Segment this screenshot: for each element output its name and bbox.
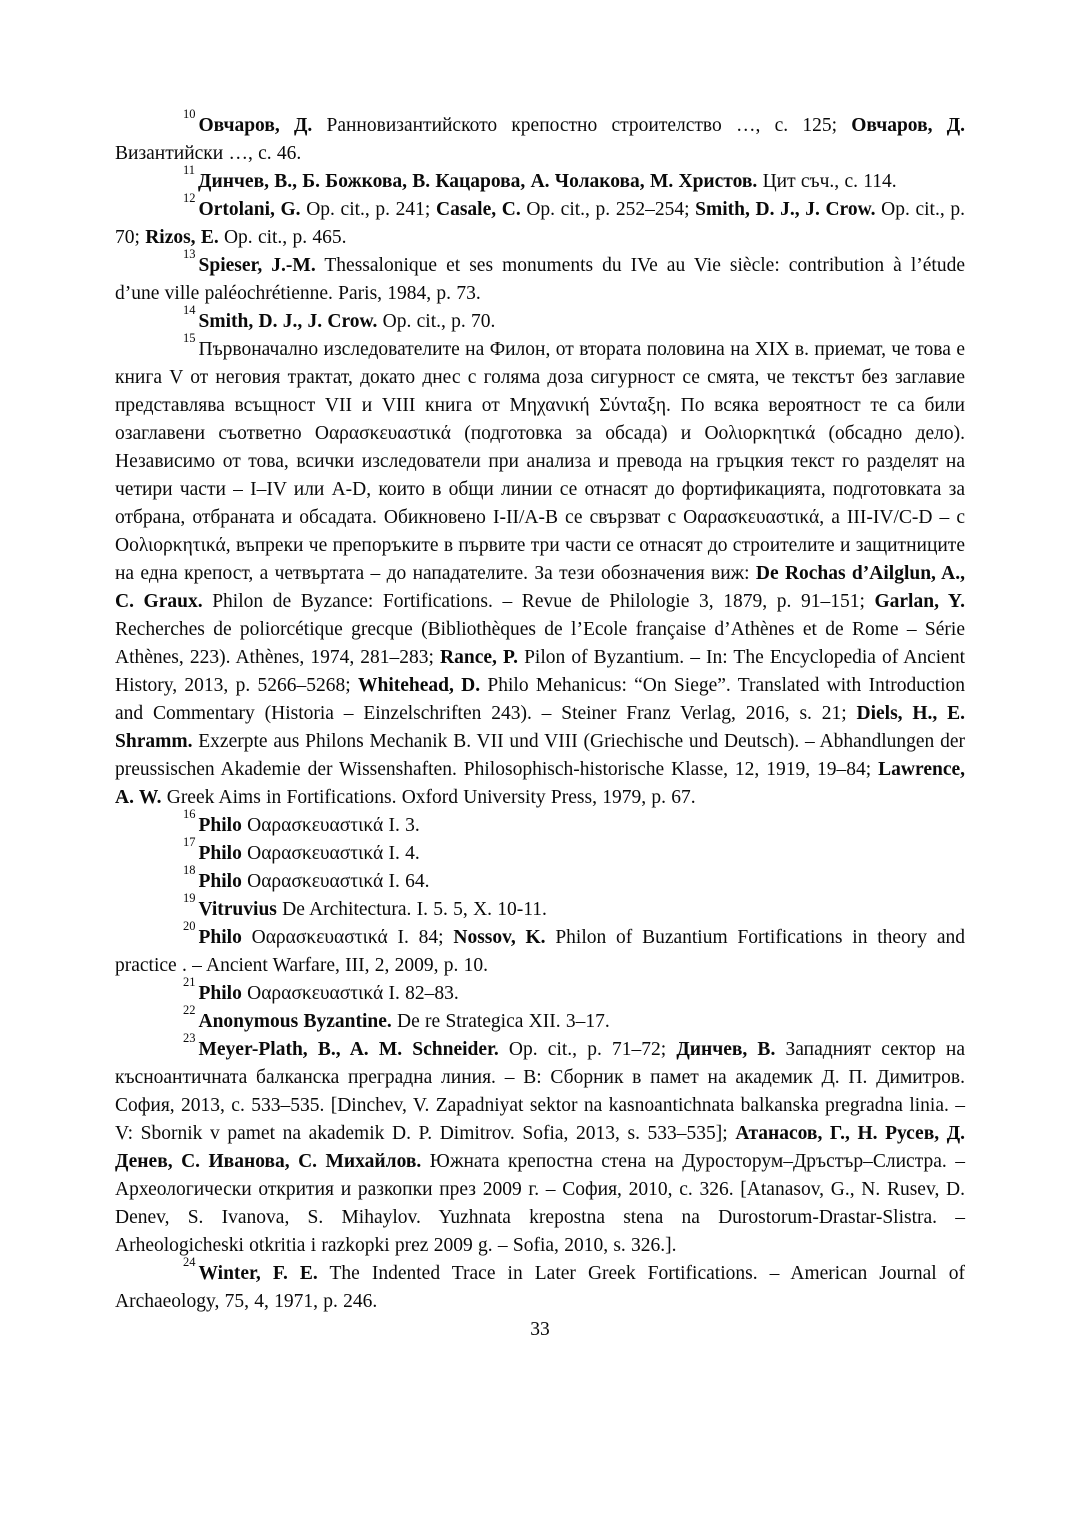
footnote-text: Οαρασκευαστικά I. 3.	[241, 815, 420, 836]
footnote-author: Nossov, K.	[453, 927, 546, 948]
footnote-author: Winter, F. E.	[198, 1263, 318, 1284]
footnote	[115, 302, 965, 336]
footnote-text: The Indented Trace in Later Greek Fortifications. – American Journal of Archaeology, 75, 4, 1971, p. 246.	[115, 1263, 965, 1312]
footnote-author: Rizos, E.	[145, 227, 219, 248]
footnote	[115, 834, 965, 868]
footnote-number: 13	[183, 246, 196, 261]
footnote-text: Първоначално изследователите на Филон, от втората половина на XIX в. приемат, че това е книга V от неговия трактат, докато днес с голяма доза сигурност се смята, че текстът без заглавие представлява всъщност VII и VIII книга от Μηχανική Σύνταξη. По всяка вероятност те са били озаглавени съответно Οαρασκευαστικά (подготовка за обсада) и Οολιορκητικά (обсадно дело). Независимо от това, всички изследователи при анализа и превода на гръцкия текст го разделят на четири части – I–IV или A-D, които в общи линии се отнасят до фортификацията, подготовката за отбрана, отбраната и обсадата. Обикновено I-II/A-B се свързват с Οαρασκευαστικά, а III-IV/C-D – с Οολιορκητικά, въпреки че препоръките в първите три части се отнасят до строителите и защитниците на една крепост, а четвъртата – до нападателите. За тези обозначения виж:	[115, 339, 965, 584]
footnote-text: Philo Mehanicus: “On Siege”. Translated with Introduction and Commentary (Historia – Einzelschriften 243). – Steiner Franz Verlag, 2016, s. 21;	[115, 675, 965, 724]
footnote-number: 20	[183, 918, 196, 933]
footnote-text: De Architectura. I. 5. 5, X. 10-11.	[276, 899, 547, 920]
footnote	[115, 1002, 965, 1036]
footnote	[115, 890, 965, 924]
footnote-number: 24	[183, 1254, 196, 1269]
footnote-text: Οαρασκευαστικά I. 64.	[241, 871, 430, 892]
footnote-text: Византийски …, с. 46.	[115, 143, 302, 164]
footnote-author: Diels, H., E. Shramm.	[115, 703, 965, 752]
footnote-author: Овчаров, Д.	[198, 115, 313, 136]
footnote-number: 11	[183, 162, 196, 177]
footnote-author: Ortolani, G.	[198, 199, 301, 220]
footnote-author: De Rochas d’Ailglun, A., C. Graux.	[115, 563, 966, 612]
footnote-author: Smith, D. J., J. Crow.	[695, 199, 876, 220]
footnote-number: 21	[183, 974, 196, 989]
footnotes-list	[115, 106, 966, 1316]
footnote	[115, 974, 965, 1008]
footnote-author: Anonymous Byzantine.	[198, 1011, 392, 1032]
footnote-author: Whitehead, D.	[357, 675, 481, 696]
footnote-author: Philo	[198, 815, 242, 836]
footnote-text: Exzerpte aus Philons Mechanik B. VII und VIII (Griechische und Deutsch). – Abhandlungen der preussischen Akademie der Wissenshaften. Philosophisch-historische Klasse, 12, 1919, 19–84;	[115, 731, 965, 780]
footnote-text: Philon de Byzance: Fortifications. – Revue de Philologie 3, 1879, p. 91–151;	[202, 591, 875, 612]
footnote-author: Овчаров, Д.	[851, 115, 965, 136]
footnote-text: Op. cit., p. 241;	[300, 199, 436, 220]
footnote	[115, 806, 965, 840]
footnote-number: 17	[183, 834, 196, 849]
footnote	[115, 862, 965, 896]
footnote-author: Philo	[198, 927, 242, 948]
footnote-number: 10	[183, 106, 196, 121]
footnote-text: Op. cit., p. 252–254;	[520, 199, 696, 220]
footnote-author: Атанасов, Г., Н. Русев, Д. Денев, С. Иванова, С. Михайлов.	[115, 1123, 966, 1172]
footnote-author: Philo	[198, 871, 242, 892]
footnote-text: Цит съч., с. 114.	[757, 171, 897, 192]
footnote-author: Garlan, Y.	[874, 591, 965, 612]
footnote-number: 22	[183, 1002, 196, 1017]
footnote-author: Philo	[198, 843, 242, 864]
footnote-number: 18	[183, 862, 196, 877]
footnote-text: Greek Aims in Fortifications. Oxford University Press, 1979, p. 67.	[161, 787, 696, 808]
footnote-author: Meyer-Plath, B., A. M. Schneider.	[198, 1039, 499, 1060]
footnote-text: De re Strategica XII. 3–17.	[391, 1011, 610, 1032]
footnote-text: Op. cit., p. 71–72;	[498, 1039, 677, 1060]
footnote-number: 15	[183, 330, 196, 345]
footnote-text: Op. cit., p. 70.	[377, 311, 496, 332]
footnote	[115, 1030, 966, 1260]
footnote-author: Динчев, В.	[676, 1039, 776, 1060]
footnote-number: 16	[183, 806, 196, 821]
footnote-text: Οαρασκευαστικά I. 84;	[241, 927, 454, 948]
footnote-text: Op. cit., p. 465.	[218, 227, 347, 248]
footnote-text: Ранновизантийското крепостно строителство …, с. 125;	[312, 115, 852, 136]
footnote-text: Philon of Buzantium Fortifications in theory and practice . – Ancient Warfare, III, 2, 2009, p. 10.	[115, 927, 965, 976]
footnote-text: Recherches de poliorcétique grecque (Bibliothèques de l’Ecole française d’Athènes et de Rome – Série Athènes, 223). Athènes, 1974, 281–283;	[115, 619, 965, 668]
footnote-text: Οαρασκευαστικά I. 4.	[241, 843, 420, 864]
footnote-text: Οαρασκευαστικά I. 82–83.	[241, 983, 459, 1004]
footnote	[115, 246, 965, 308]
footnote-number: 12	[183, 190, 196, 205]
footnote	[115, 106, 965, 168]
footnote	[115, 1254, 965, 1316]
footnote-number: 14	[183, 302, 196, 317]
footnote-author: Rance, P.	[440, 647, 518, 668]
footnote-author: Philo	[198, 983, 242, 1004]
footnote-number: 23	[183, 1030, 196, 1045]
footnote	[115, 162, 965, 196]
footnote	[115, 918, 965, 980]
footnote-author: Spieser, J.-M.	[198, 255, 316, 276]
footnote	[115, 330, 966, 812]
footnote-author: Vitruvius	[198, 899, 277, 920]
footnote-author: Динчев, В., Б. Божкова, В. Кацарова, А. Чолакова, М. Христов.	[198, 171, 758, 192]
footnote-text: Южната крепостна стена на Дуросторум–Дръстър–Слистра. – Археологически открития и разкопки през 2009 г. – София, 2010, с. 326. [Atanasov, G., N. Rusev, D. Denev, S. Ivanova, S. Mihaylov. Yuzhnata krepostna stena na Durostorum-Drastar-Slistra. – Arheologicheski otkritia i razkopki prez 2009 g. – Sofia, 2010, s. 326.].	[115, 1151, 965, 1256]
footnote-number: 19	[183, 890, 196, 905]
footnote-author: Smith, D. J., J. Crow.	[198, 311, 378, 332]
footnote-text: Западният сектор на късноантичната балканска преградна линия. – В: Сборник в памет на академик Д. П. Димитров. София, 2013, с. 533–535. [Dinchev, V. Zapadniyat sektor na kasnoantichnata balkanska pregradna linia. – V: Sbornik v pamet na akademik D. P. Dimitrov. Sofia, 2013, s. 533–535];	[115, 1039, 965, 1144]
footnote	[115, 190, 965, 252]
footnote-text: Thessalonique et ses monuments du IVe au Vie siècle: contribution à l’étude d’une ville paléochrétienne. Paris, 1984, p. 73.	[115, 255, 965, 304]
footnote-author: Casale, C.	[435, 199, 521, 220]
footnote-author: Lawrence, A. W.	[115, 759, 965, 808]
footnote-text: Pilon of Byzantium. – In: The Encyclopedia of Ancient History, 2013, p. 5266–5268;	[115, 647, 965, 696]
page-number: 33	[530, 1319, 550, 1340]
footnote-text: Op. cit., p. 70;	[115, 199, 965, 248]
